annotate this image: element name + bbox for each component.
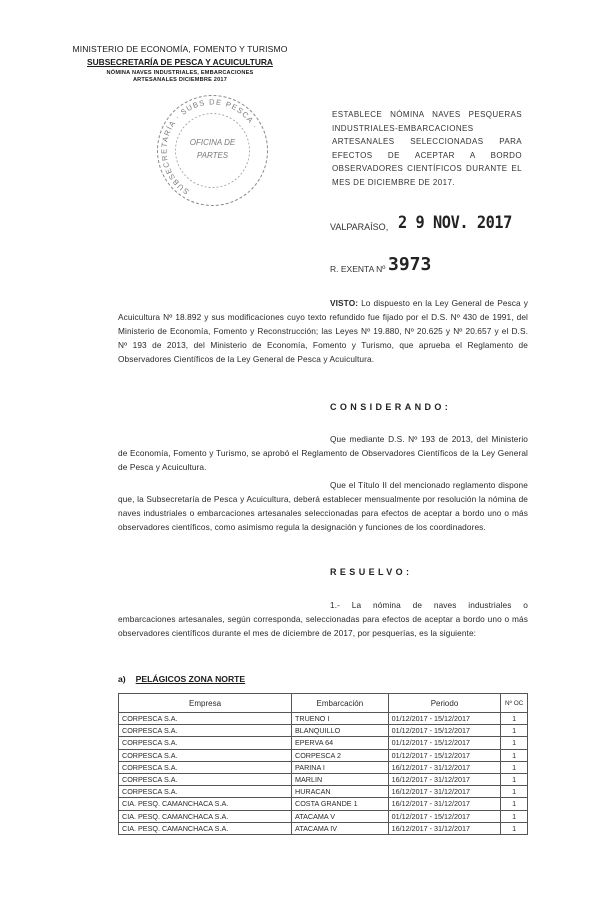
cell-empresa: CORPESCA S.A. (119, 713, 292, 725)
reference-line-2: ARTESANALES DICIEMBRE 2017 (132, 77, 228, 83)
considerando-heading: CONSIDERANDO: (330, 402, 452, 412)
cell-embarcacion: TRUENO I (292, 713, 389, 725)
cell-empresa: CIA. PESQ. CAMANCHACA S.A. (119, 822, 292, 834)
cell-num-oc: 1 (501, 761, 528, 773)
stamp-center-line-1: OFICINA DE (189, 138, 236, 147)
cell-periodo: 16/12/2017 - 31/12/2017 (388, 822, 501, 834)
cell-periodo: 16/12/2017 - 31/12/2017 (388, 761, 501, 773)
cell-periodo: 01/12/2017 - 15/12/2017 (388, 713, 501, 725)
subsecretaria-name: SUBSECRETARÍA DE PESCA Y ACUICULTURA (87, 57, 273, 67)
cell-num-oc: 1 (501, 749, 528, 761)
considerando-paragraph-1: Que mediante D.S. Nº 193 de 2013, del Ministerio de Economía, Fomento y Turismo, se aprobó el Reglamento de Observadores Científicos de la Ley General de Pesca y Acuicultura. (118, 434, 528, 472)
cell-periodo: 16/12/2017 - 31/12/2017 (388, 798, 501, 810)
cell-embarcacion: MARLIN (292, 773, 389, 785)
reference-line-1: NÓMINA NAVES INDUSTRIALES, EMBARCACIONES (106, 70, 254, 76)
table-row (119, 810, 528, 822)
section-a-title (118, 674, 245, 684)
office-stamp (150, 88, 275, 213)
table-row (119, 749, 528, 761)
resolution-abstract: ESTABLECE NÓMINA NAVES PESQUERAS INDUSTRIALES-EMBARCACIONES ARTESANALES SELECCIONADAS PARA EFECTOS DE ACEPTAR A BORDO OBSERVADORES CIENTÍFICOS DURANTE EL MES DE DICIEMBRE DE 2017. (332, 110, 522, 187)
cell-embarcacion: ATACAMA IV (292, 822, 389, 834)
header-empresa: Empresa (119, 694, 292, 713)
visto-label: VISTO: (330, 298, 359, 308)
table-row (119, 713, 528, 725)
cell-periodo: 16/12/2017 - 31/12/2017 (388, 786, 501, 798)
cell-empresa: CORPESCA S.A. (119, 737, 292, 749)
table-row (119, 737, 528, 749)
header-num-oc: Nº OC (501, 694, 528, 713)
cell-empresa: CIA. PESQ. CAMANCHACA S.A. (119, 810, 292, 822)
section-a-letter: a) (118, 674, 126, 684)
cell-periodo: 01/12/2017 - 15/12/2017 (388, 725, 501, 737)
resuelvo-heading: RESUELVO: (330, 567, 413, 577)
cell-embarcacion: COSTA GRANDE 1 (292, 798, 389, 810)
handwritten-date: 2 9 NOV. 2017 (398, 213, 512, 233)
considerando-paragraph-2: Que el Título II del mencionado reglamento dispone que, la Subsecretaría de Pesca y Acuicultura, deberá establecer mensualmente por resolución la nómina de naves industriales o embarcaciones artesanales seleccionadas para efectos de aceptar a bordo uno o más observadores científicos, como asimismo regula la designación y funciones de los coordinadores. (118, 480, 528, 532)
cell-empresa: CIA. PESQ. CAMANCHACA S.A. (119, 798, 292, 810)
cell-embarcacion: CORPESCA 2 (292, 749, 389, 761)
cell-embarcacion: ATACAMA V (292, 810, 389, 822)
cell-empresa: CORPESCA S.A. (119, 761, 292, 773)
table-row (119, 786, 528, 798)
cell-num-oc: 1 (501, 786, 528, 798)
cell-embarcacion: PARINA I (292, 761, 389, 773)
cell-empresa: CORPESCA S.A. (119, 786, 292, 798)
cell-empresa: CORPESCA S.A. (119, 749, 292, 761)
header-embarcacion: Embarcación (292, 694, 389, 713)
table-row (119, 822, 528, 834)
cell-empresa: CORPESCA S.A. (119, 773, 292, 785)
visto-text: Lo dispuesto en la Ley General de Pesca y Acuicultura Nº 18.892 y sus modificaciones cuyo texto refundido fue fijado por el D.S. Nº 430 de 1991, del Ministerio de Economía, Fomento y Reconstrucción; las Leyes Nº 19.880, Nº 20.625 y Nº 20.657 y el D.S. Nº 193 de 2013, del Ministerio de Economía, Fomento y Turismo, que aprueba el Reglamento de Observadores Científicos de la Ley General de Pesca y Acuicultura. (118, 298, 528, 364)
table-row (119, 761, 528, 773)
cell-periodo: 01/12/2017 - 15/12/2017 (388, 737, 501, 749)
svg-text:SUBSECRETARÍA · SUBS DE PESCA (150, 88, 264, 211)
cell-num-oc: 1 (501, 822, 528, 834)
cell-num-oc: 1 (501, 773, 528, 785)
cell-empresa: CORPESCA S.A. (119, 725, 292, 737)
cell-num-oc: 1 (501, 737, 528, 749)
stamp-ring-text: SUBSECRETARÍA · SUBS DE PESCA · (159, 97, 260, 197)
table-row (119, 798, 528, 810)
cell-num-oc: 1 (501, 798, 528, 810)
cell-periodo: 16/12/2017 - 31/12/2017 (388, 773, 501, 785)
cell-embarcacion: EPERVA 64 (292, 737, 389, 749)
cell-embarcacion: BLANQUILLO (292, 725, 389, 737)
letterhead (60, 44, 300, 83)
resolution-label: R. EXENTA Nº (330, 264, 386, 274)
resolution-number: 3973 (388, 254, 432, 275)
resuelvo-paragraph-1: 1.- La nómina de naves industriales o embarcaciones artesanales, según corresponda, seleccionadas para efectos de aceptar a bordo uno o más observadores científicos durante el mes de diciembre de 2017, por pesquerías, es la siguiente: (118, 600, 528, 638)
cell-periodo: 01/12/2017 - 15/12/2017 (388, 810, 501, 822)
place-label: VALPARAÍSO, (330, 222, 389, 232)
header-periodo: Periodo (388, 694, 501, 713)
section-a-label: PELÁGICOS ZONA NORTE (135, 674, 246, 684)
stamp-center-line-2: PARTES (196, 151, 229, 160)
cell-num-oc: 1 (501, 725, 528, 737)
cell-num-oc: 1 (501, 713, 528, 725)
cell-periodo: 01/12/2017 - 15/12/2017 (388, 749, 501, 761)
table-row (119, 773, 528, 785)
visto-paragraph (118, 296, 528, 366)
vessel-table (118, 693, 528, 835)
table-header-row (119, 694, 528, 713)
table-row (119, 725, 528, 737)
ministry-name: MINISTERIO DE ECONOMÍA, FOMENTO Y TURISMO (72, 44, 288, 54)
cell-embarcacion: HURACAN (292, 786, 389, 798)
cell-num-oc: 1 (501, 810, 528, 822)
